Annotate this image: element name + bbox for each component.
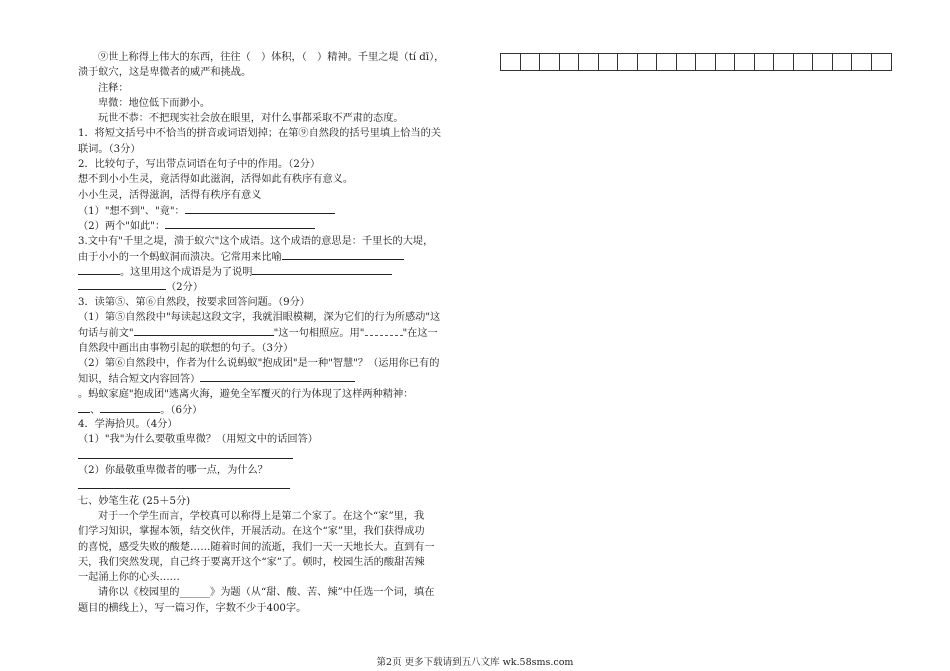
grid-cell[interactable] <box>560 54 580 70</box>
grid-cell[interactable] <box>755 54 775 70</box>
question-3-1-text-3: "在这一 <box>402 328 438 340</box>
answer-blank[interactable] <box>78 402 90 413</box>
question-4-1-answer <box>78 448 468 463</box>
answer-blank[interactable] <box>100 402 160 413</box>
question-1: 1．将短文括号中不恰当的拼音或词语划掉；在第⑨自然段的括号里填上恰当的关 <box>78 128 442 140</box>
grid-cell[interactable] <box>716 54 736 70</box>
question-3-idiom-text: 由于小小的一个蚂蚁洞而溃决。它常用来比喻 <box>78 251 282 263</box>
grid-cell[interactable] <box>501 54 521 70</box>
question-3-idiom-text-2: 。这里用这个成语是为了说明 <box>120 267 253 279</box>
answer-blank[interactable] <box>185 203 335 214</box>
grid-cell[interactable] <box>521 54 541 70</box>
grid-cell[interactable] <box>618 54 638 70</box>
question-3-idiom-cont <box>78 249 468 264</box>
wavy-line-mark <box>365 325 403 336</box>
answer-blank[interactable] <box>134 325 274 336</box>
page-footer: 第2页 更多下载请到五八文库 wk.58sms.com <box>376 657 574 668</box>
writing-prompt-line-1: 对于一个学生而言，学校真可以称得上是第二个家了。在这个“家”里，我 <box>98 510 425 522</box>
writing-title: 七、妙笔生花 (25＋5分) <box>78 495 191 507</box>
question-3-title: 3．读第⑤、第⑥自然段，按要求回答问题。（9分） <box>78 296 310 308</box>
question-2-2-label: （2）两个"如此"： <box>78 221 166 233</box>
writing-task-line-2: 题目的横线上），写一篇习作，字数不少于400字。 <box>78 602 307 614</box>
grid-cell[interactable] <box>735 54 755 70</box>
note-1: 卑微：地位低下而渺小。 <box>98 97 211 109</box>
passage-paragraph-9-cont: 溃于蚁穴，这是卑微者的威严和挑战。 <box>78 67 252 79</box>
question-2-1-label: （1）"想不到"、"竟"： <box>78 205 185 217</box>
question-2-title: 2．比较句子，写出带点词语在句子中的作用。（2分） <box>78 159 321 171</box>
question-4-2-answer <box>78 478 468 493</box>
grid-cell[interactable] <box>852 54 872 70</box>
grid-cell[interactable] <box>833 54 853 70</box>
question-3-1: （1）第⑤自然段中"每读起这段文字，我就泪眼模糊，深为它们的行为所感动"这 <box>78 312 441 324</box>
grid-cell[interactable] <box>540 54 560 70</box>
grid-cell[interactable] <box>872 54 892 70</box>
question-3-idiom-cont-3 <box>78 279 468 294</box>
answer-blank[interactable] <box>165 218 315 229</box>
grid-cell[interactable] <box>794 54 814 70</box>
grid-cell[interactable] <box>599 54 619 70</box>
question-3-score: （2分） <box>166 282 204 294</box>
writing-prompt-line-2: 们学习知识，掌握本领，结交伙伴，开展活动。在这个“家”里，我们获得成功 <box>78 526 425 538</box>
question-4-title: 4．学海拾贝。（4分） <box>78 419 178 431</box>
grid-cell[interactable] <box>774 54 794 70</box>
question-3-2-cont-2: 。蚂蚁家庭"抱成团"逃离火海，避免全军覆灭的行为体现了这样两种精神： <box>78 388 414 400</box>
grid-cell[interactable] <box>657 54 677 70</box>
question-3-2-cont <box>78 371 468 386</box>
grid-cell[interactable] <box>696 54 716 70</box>
answer-blank[interactable] <box>78 448 293 459</box>
question-2-sentence-1: 想不到小小生灵，竟活得如此滋润，活得如此有秩序有意义。 <box>78 174 354 186</box>
writing-prompt-line-3: 的喜悦，感受失败的酸楚……随着时间的流逝，我们一天一天地长大。直到有一 <box>78 541 435 553</box>
answer-blank[interactable] <box>78 279 166 290</box>
question-3-1-cont-2: 自然段中画出由事物引起的联想的句子。（3分） <box>78 342 294 354</box>
answer-blank[interactable] <box>78 264 120 275</box>
writing-prompt-line-5: 一起涌上你的心头…… <box>78 572 180 584</box>
notes-label: 注释： <box>98 82 129 94</box>
grid-cell[interactable] <box>579 54 599 70</box>
question-3-2: （2）第⑥自然段中，作者为什么说蚂蚁"抱成团"是一种"智慧"？（运用你已有的 <box>78 357 440 369</box>
question-2-1 <box>78 203 468 218</box>
question-3-2-text: 知识，结合短文内容回答） <box>78 374 201 386</box>
answer-blank[interactable] <box>282 249 404 260</box>
question-3-1-text: 句话与前文" <box>78 328 134 340</box>
question-4-1: （1）"我"为什么要敬重卑微？（用短文中的话回答） <box>78 434 318 446</box>
passage-paragraph-9: ⑨世上称得上伟大的东西，往往（ ）体积，（ ）精神。千里之堤（tí dī）， <box>98 52 445 63</box>
answer-blank[interactable] <box>78 478 290 489</box>
question-3-1-text-2: "这一句相照应。用" <box>273 328 365 340</box>
question-3-2-score: 。（6分） <box>160 404 203 416</box>
writing-task-line-1: 请你以《校园里的______》为题（从“甜、酸、苦、辣”中任选一个词，填在 <box>98 587 435 599</box>
question-3-2-sep: 、 <box>90 404 101 416</box>
grid-cell[interactable] <box>638 54 658 70</box>
question-3-idiom-cont-2 <box>78 264 468 279</box>
question-3-idiom: 3.文中有"千里之堤，溃于蚁穴"这个成语。这个成语的意思是：千里长的大堤， <box>78 235 434 247</box>
question-3-1-cont <box>78 325 468 340</box>
question-4-2: （2）你最敬重卑微者的哪一点，为什么？ <box>78 465 268 477</box>
note-2: 玩世不恭：不把现实社会放在眼里，对什么事都采取不严肃的态度。 <box>98 113 404 125</box>
answer-blank[interactable] <box>200 371 355 382</box>
composition-grid-row <box>500 53 892 71</box>
question-2-2 <box>78 218 468 233</box>
grid-cell[interactable] <box>677 54 697 70</box>
answer-blank[interactable] <box>252 264 392 275</box>
question-2-sentence-2: 小小生灵，活得滋润，活得有秩序有意义 <box>78 189 262 201</box>
writing-prompt-line-4: 天，我们突然发现，自己终于要离开这个“家”了。顿时，校园生活的酸甜苦辣 <box>78 556 425 568</box>
question-1-cont: 联词。（3分） <box>78 143 141 155</box>
question-3-2-cont-3 <box>78 402 468 417</box>
exam-left-column <box>78 50 468 616</box>
grid-cell[interactable] <box>813 54 833 70</box>
